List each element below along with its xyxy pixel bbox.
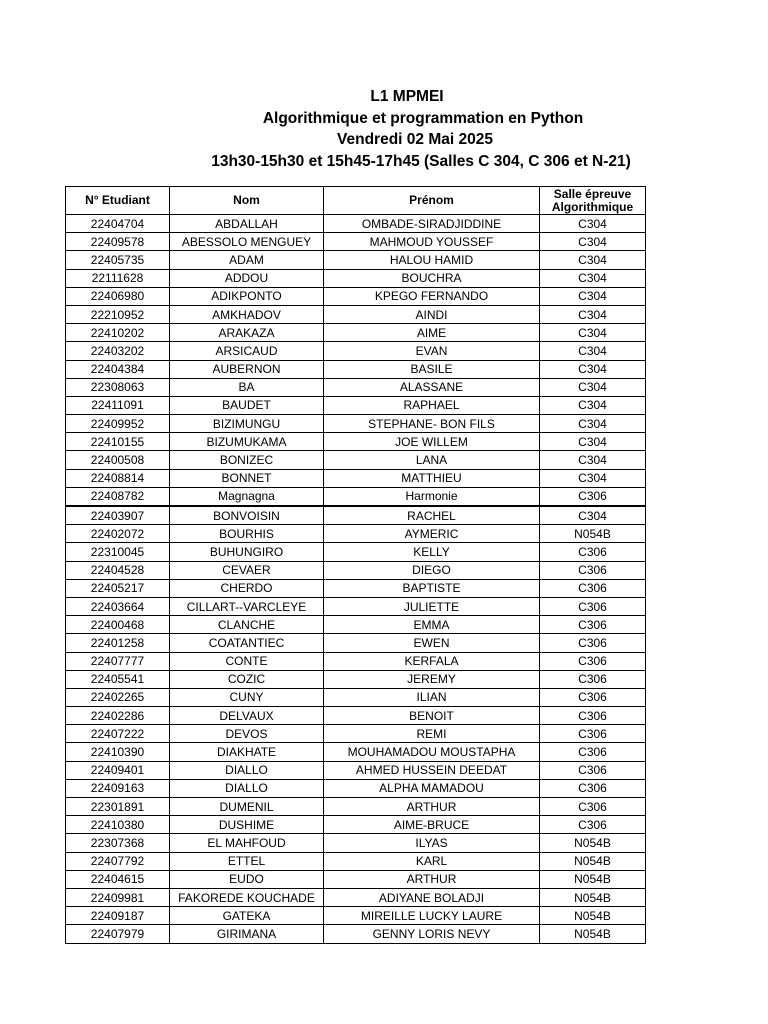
- cell-first-name: ILYAS: [324, 834, 540, 852]
- table-row: [66, 725, 646, 743]
- table-row: [66, 816, 646, 834]
- cell-exam-room: C304: [540, 342, 646, 360]
- cell-last-name: CILLART--VARCLEYE: [170, 597, 324, 615]
- table-row: [66, 561, 646, 579]
- cell-student-number: 22410390: [66, 743, 170, 761]
- cell-student-number: 22400468: [66, 616, 170, 634]
- cell-first-name: STEPHANE- BON FILS: [324, 415, 540, 433]
- cell-last-name: FAKOREDE KOUCHADE: [170, 888, 324, 906]
- cell-last-name: DIALLO: [170, 779, 324, 797]
- cell-first-name: HALOU HAMID: [324, 251, 540, 269]
- table-row: [66, 852, 646, 870]
- cell-exam-room: C306: [540, 543, 646, 561]
- table-row: [66, 433, 646, 451]
- cell-last-name: DIAKHATE: [170, 743, 324, 761]
- table-header-row: [66, 187, 646, 215]
- table-row: [66, 707, 646, 725]
- column-header-exam-room: [540, 187, 646, 215]
- cell-student-number: 22402286: [66, 707, 170, 725]
- table-row: [66, 597, 646, 615]
- cell-first-name: AYMERIC: [324, 525, 540, 543]
- cell-student-number: 22402265: [66, 688, 170, 706]
- table-row: [66, 396, 646, 414]
- cell-exam-room: C306: [540, 597, 646, 615]
- cell-last-name: GIRIMANA: [170, 925, 324, 943]
- cell-exam-room: N054B: [540, 852, 646, 870]
- cell-last-name: COATANTIEC: [170, 634, 324, 652]
- exam-date: Vendredi 02 Mai 2025: [337, 131, 493, 148]
- cell-student-number: 22410202: [66, 324, 170, 342]
- cell-student-number: 22400508: [66, 451, 170, 469]
- cell-first-name: JOE WILLEM: [324, 433, 540, 451]
- table-row: [66, 652, 646, 670]
- table-row: [66, 525, 646, 543]
- cell-last-name: DEVOS: [170, 725, 324, 743]
- cell-last-name: BONVOISIN: [170, 506, 324, 525]
- cell-exam-room: C306: [540, 761, 646, 779]
- cell-student-number: 22403907: [66, 506, 170, 525]
- table-row: [66, 324, 646, 342]
- cell-exam-room: C306: [540, 616, 646, 634]
- cell-last-name: ARSICAUD: [170, 342, 324, 360]
- cell-first-name: GENNY LORIS NEVY: [324, 925, 540, 943]
- cell-last-name: ABDALLAH: [170, 215, 324, 233]
- cell-last-name: BAUDET: [170, 396, 324, 414]
- cell-exam-room: N054B: [540, 834, 646, 852]
- student-room-table: [65, 186, 646, 944]
- cell-last-name: BIZIMUNGU: [170, 415, 324, 433]
- table-row: [66, 415, 646, 433]
- cell-last-name: ADAM: [170, 251, 324, 269]
- cell-exam-room: C304: [540, 378, 646, 396]
- cell-first-name: MAHMOUD YOUSSEF: [324, 233, 540, 251]
- cell-first-name: ILIAN: [324, 688, 540, 706]
- cell-exam-room: C306: [540, 670, 646, 688]
- cell-student-number: 22307368: [66, 834, 170, 852]
- cell-exam-room: C304: [540, 415, 646, 433]
- cell-last-name: DUMENIL: [170, 798, 324, 816]
- table-row: [66, 616, 646, 634]
- cell-student-number: 22408782: [66, 487, 170, 506]
- cell-exam-room: C306: [540, 652, 646, 670]
- table-row: [66, 634, 646, 652]
- cell-last-name: ABESSOLO MENGUEY: [170, 233, 324, 251]
- cell-first-name: BAPTISTE: [324, 579, 540, 597]
- cell-last-name: GATEKA: [170, 907, 324, 925]
- cell-first-name: OMBADE-SIRADJIDDINE: [324, 215, 540, 233]
- cell-student-number: 22301891: [66, 798, 170, 816]
- table-row: [66, 251, 646, 269]
- cell-student-number: 22411091: [66, 396, 170, 414]
- table-row: [66, 688, 646, 706]
- cell-student-number: 22409187: [66, 907, 170, 925]
- column-header-exam-room-line1: Salle épreuve: [553, 186, 632, 201]
- cell-first-name: Harmonie: [324, 487, 540, 506]
- cell-last-name: DUSHIME: [170, 816, 324, 834]
- cell-last-name: BUHUNGIRO: [170, 543, 324, 561]
- cell-exam-room: C304: [540, 469, 646, 487]
- cell-student-number: 22405541: [66, 670, 170, 688]
- cell-student-number: 22210952: [66, 305, 170, 323]
- table-row: [66, 287, 646, 305]
- cell-student-number: 22406980: [66, 287, 170, 305]
- cell-exam-room: C304: [540, 233, 646, 251]
- table-row: [66, 543, 646, 561]
- cell-student-number: 22404384: [66, 360, 170, 378]
- cell-last-name: ADDOU: [170, 269, 324, 287]
- table-row: [66, 925, 646, 943]
- cell-first-name: RACHEL: [324, 506, 540, 525]
- cell-student-number: 22403202: [66, 342, 170, 360]
- table-row: [66, 378, 646, 396]
- cell-first-name: RAPHAEL: [324, 396, 540, 414]
- cell-first-name: KELLY: [324, 543, 540, 561]
- cell-student-number: 22404615: [66, 870, 170, 888]
- cell-last-name: CLANCHE: [170, 616, 324, 634]
- cell-exam-room: C304: [540, 396, 646, 414]
- cell-exam-room: C304: [540, 324, 646, 342]
- cell-first-name: AINDI: [324, 305, 540, 323]
- cell-last-name: DIALLO: [170, 761, 324, 779]
- cell-last-name: AUBERNON: [170, 360, 324, 378]
- cell-student-number: 22403664: [66, 597, 170, 615]
- cell-student-number: 22409578: [66, 233, 170, 251]
- table-row: [66, 451, 646, 469]
- table-row: [66, 798, 646, 816]
- cell-exam-room: C306: [540, 816, 646, 834]
- cell-last-name: BONIZEC: [170, 451, 324, 469]
- cell-exam-room: C306: [540, 487, 646, 506]
- cell-first-name: ALASSANE: [324, 378, 540, 396]
- cell-exam-room: C304: [540, 251, 646, 269]
- table-row: [66, 870, 646, 888]
- cell-first-name: ADIYANE BOLADJI: [324, 888, 540, 906]
- cell-exam-room: C306: [540, 634, 646, 652]
- cell-last-name: EL MAHFOUD: [170, 834, 324, 852]
- cell-exam-room: C306: [540, 725, 646, 743]
- cell-first-name: BOUCHRA: [324, 269, 540, 287]
- table-row: [66, 487, 646, 506]
- cell-first-name: KPEGO FERNANDO: [324, 287, 540, 305]
- cell-first-name: EVAN: [324, 342, 540, 360]
- cell-first-name: EMMA: [324, 616, 540, 634]
- cell-exam-room: N054B: [540, 525, 646, 543]
- table-row: [66, 269, 646, 287]
- cell-exam-room: C306: [540, 779, 646, 797]
- cell-student-number: 22308063: [66, 378, 170, 396]
- cell-first-name: AIME: [324, 324, 540, 342]
- cell-exam-room: N054B: [540, 870, 646, 888]
- cell-student-number: 22409401: [66, 761, 170, 779]
- cell-exam-room: C306: [540, 798, 646, 816]
- table-row: [66, 579, 646, 597]
- cell-last-name: ETTEL: [170, 852, 324, 870]
- column-header-student-number: N° Etudiant: [66, 187, 170, 215]
- cell-exam-room: C306: [540, 561, 646, 579]
- cell-exam-room: C306: [540, 579, 646, 597]
- cell-student-number: 22409981: [66, 888, 170, 906]
- cell-exam-room: C306: [540, 688, 646, 706]
- cell-student-number: 22407792: [66, 852, 170, 870]
- course-title: Algorithmique et programmation en Python: [262, 109, 584, 127]
- table-row: [66, 233, 646, 251]
- cell-student-number: 22410380: [66, 816, 170, 834]
- cell-first-name: ARTHUR: [324, 798, 540, 816]
- cell-student-number: 22407222: [66, 725, 170, 743]
- cell-student-number: 22407777: [66, 652, 170, 670]
- cell-first-name: KARL: [324, 852, 540, 870]
- cell-student-number: 22310045: [66, 543, 170, 561]
- cell-first-name: JULIETTE: [324, 597, 540, 615]
- cell-exam-room: C304: [540, 287, 646, 305]
- cell-student-number: 22404528: [66, 561, 170, 579]
- cell-exam-room: C304: [540, 305, 646, 323]
- cell-exam-room: C304: [540, 360, 646, 378]
- cell-first-name: ALPHA MAMADOU: [324, 779, 540, 797]
- cell-first-name: DIEGO: [324, 561, 540, 579]
- cell-first-name: EWEN: [324, 634, 540, 652]
- cell-student-number: 22408814: [66, 469, 170, 487]
- cell-first-name: AIME-BRUCE: [324, 816, 540, 834]
- cell-last-name: CHERDO: [170, 579, 324, 597]
- cell-last-name: Magnagna: [170, 487, 324, 506]
- cell-student-number: 22404704: [66, 215, 170, 233]
- column-header-first-name: Prénom: [324, 187, 540, 215]
- cell-first-name: LANA: [324, 451, 540, 469]
- cell-student-number: 22405217: [66, 579, 170, 597]
- cell-last-name: EUDO: [170, 870, 324, 888]
- cell-exam-room: C304: [540, 506, 646, 525]
- cell-first-name: JEREMY: [324, 670, 540, 688]
- cell-last-name: AMKHADOV: [170, 305, 324, 323]
- table-body: [66, 215, 646, 944]
- cell-student-number: 22409163: [66, 779, 170, 797]
- cell-exam-room: C304: [540, 215, 646, 233]
- cell-last-name: COZIC: [170, 670, 324, 688]
- table-row: [66, 506, 646, 525]
- exam-schedule: 13h30-15h30 et 15h45-17h45 (Salles C 304, C 306 et N-21): [211, 152, 631, 170]
- column-header-exam-room-line2: Algorithmique: [551, 199, 634, 214]
- cell-first-name: BENOIT: [324, 707, 540, 725]
- table-row: [66, 743, 646, 761]
- cell-student-number: 22401258: [66, 634, 170, 652]
- cell-last-name: ARAKAZA: [170, 324, 324, 342]
- table-row: [66, 342, 646, 360]
- cell-last-name: CONTE: [170, 652, 324, 670]
- cell-student-number: 22410155: [66, 433, 170, 451]
- cell-first-name: BASILE: [324, 360, 540, 378]
- table-row: [66, 907, 646, 925]
- cell-exam-room: N054B: [540, 907, 646, 925]
- cell-student-number: 22407979: [66, 925, 170, 943]
- cell-first-name: REMI: [324, 725, 540, 743]
- cell-last-name: BOURHIS: [170, 525, 324, 543]
- cell-exam-room: C304: [540, 451, 646, 469]
- table-row: [66, 834, 646, 852]
- cell-student-number: 22405735: [66, 251, 170, 269]
- cell-last-name: BA: [170, 378, 324, 396]
- cell-exam-room: N054B: [540, 888, 646, 906]
- cell-first-name: AHMED HUSSEIN DEEDAT: [324, 761, 540, 779]
- cell-exam-room: C306: [540, 743, 646, 761]
- table-row: [66, 215, 646, 233]
- cell-student-number: 22402072: [66, 525, 170, 543]
- cell-last-name: CEVAER: [170, 561, 324, 579]
- document-header: [0, 86, 768, 172]
- cell-last-name: ADIKPONTO: [170, 287, 324, 305]
- cell-exam-room: C304: [540, 433, 646, 451]
- cell-last-name: BONNET: [170, 469, 324, 487]
- table-row: [66, 305, 646, 323]
- cell-last-name: DELVAUX: [170, 707, 324, 725]
- cell-first-name: ARTHUR: [324, 870, 540, 888]
- cell-first-name: MIREILLE LUCKY LAURE: [324, 907, 540, 925]
- cell-exam-room: C304: [540, 269, 646, 287]
- cell-exam-room: C306: [540, 707, 646, 725]
- program-title: L1 MPMEI: [370, 88, 444, 105]
- cell-last-name: BIZUMUKAMA: [170, 433, 324, 451]
- cell-first-name: MOUHAMADOU MOUSTAPHA: [324, 743, 540, 761]
- table-row: [66, 360, 646, 378]
- cell-exam-room: N054B: [540, 925, 646, 943]
- table-row: [66, 761, 646, 779]
- column-header-last-name: Nom: [170, 187, 324, 215]
- table-row: [66, 779, 646, 797]
- cell-first-name: KERFALA: [324, 652, 540, 670]
- cell-student-number: 22111628: [66, 269, 170, 287]
- cell-last-name: CUNY: [170, 688, 324, 706]
- cell-first-name: MATTHIEU: [324, 469, 540, 487]
- table-row: [66, 670, 646, 688]
- cell-student-number: 22409952: [66, 415, 170, 433]
- table-row: [66, 469, 646, 487]
- table-row: [66, 888, 646, 906]
